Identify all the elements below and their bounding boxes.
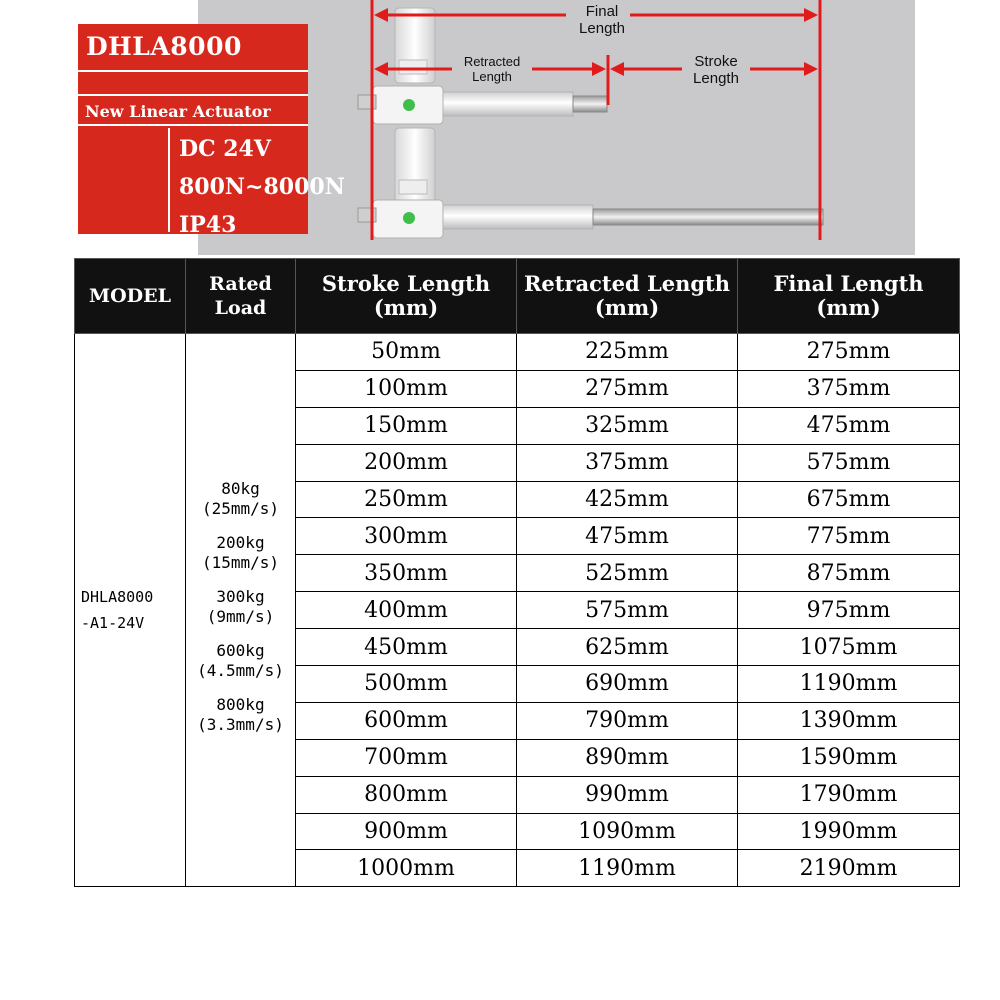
table-row — [75, 334, 960, 371]
stroke-length-cell: 1000mm — [296, 850, 517, 887]
actuator-extended — [358, 128, 823, 238]
retracted-length-cell: 325mm — [517, 407, 738, 444]
final-length-cell: 375mm — [738, 370, 960, 407]
rated-load-item — [186, 587, 295, 627]
stroke-length-cell: 500mm — [296, 666, 517, 703]
header-stroke-length: Stroke Length (mm) — [296, 259, 517, 334]
final-length-cell: 1990mm — [738, 813, 960, 850]
stroke-length-cell: 100mm — [296, 370, 517, 407]
badge-spec-ip: IP43 — [179, 212, 237, 238]
final-length-cell: 1190mm — [738, 666, 960, 703]
rated-load-item — [186, 641, 295, 681]
rated-load-cell — [186, 334, 296, 887]
stroke-length-cell: 400mm — [296, 592, 517, 629]
final-length-label-1: Final — [585, 3, 619, 20]
product-badge — [78, 24, 345, 238]
table-body — [75, 334, 960, 887]
stroke-length-cell: 50mm — [296, 334, 517, 371]
rated-load-speed: (25mm/s) — [201, 499, 280, 519]
stroke-length-label-2: Length — [693, 70, 739, 87]
rated-load-item — [186, 479, 295, 519]
final-length-cell: 475mm — [738, 407, 960, 444]
retracted-length-cell: 1090mm — [517, 813, 738, 850]
badge-subtitle: New Linear Actuator — [85, 102, 271, 121]
retracted-length-label-2: Length — [472, 69, 512, 84]
retracted-length-cell: 425mm — [517, 481, 738, 518]
header-retracted-length: Retracted Length (mm) — [517, 259, 738, 334]
final-length-cell: 1075mm — [738, 629, 960, 666]
final-length-cell: 875mm — [738, 555, 960, 592]
rated-load-value: 300kg — [216, 587, 265, 607]
spec-table — [74, 258, 960, 887]
stroke-length-cell: 450mm — [296, 629, 517, 666]
model-name-line: DHLA8000 — [81, 588, 154, 607]
stroke-length-cell: 700mm — [296, 739, 517, 776]
header-final-length: Final Length (mm) — [738, 259, 960, 334]
stroke-length-cell: 350mm — [296, 555, 517, 592]
stroke-length-cell: 300mm — [296, 518, 517, 555]
final-length-cell: 575mm — [738, 444, 960, 481]
model-cell — [75, 334, 186, 887]
model-name-line: -A1-24V — [81, 614, 145, 633]
rated-load-value: 200kg — [216, 533, 265, 553]
stroke-length-label-1: Stroke — [694, 53, 738, 70]
final-length-cell: 675mm — [738, 481, 960, 518]
retracted-length-cell: 990mm — [517, 776, 738, 813]
retracted-length-cell: 525mm — [517, 555, 738, 592]
stroke-length-cell: 150mm — [296, 407, 517, 444]
retracted-length-cell: 375mm — [517, 444, 738, 481]
rated-load-speed: (9mm/s) — [206, 607, 275, 627]
table-header-row — [75, 259, 960, 334]
stroke-length-cell: 800mm — [296, 776, 517, 813]
final-length-cell: 1390mm — [738, 702, 960, 739]
rated-load-item — [186, 695, 295, 735]
rated-load-value: 80kg — [221, 479, 260, 499]
retracted-length-cell: 575mm — [517, 592, 738, 629]
badge-divider — [78, 124, 308, 126]
rated-load-item — [186, 533, 295, 573]
stroke-length-cell: 600mm — [296, 702, 517, 739]
retracted-length-cell: 225mm — [517, 334, 738, 371]
retracted-length-cell: 475mm — [517, 518, 738, 555]
rated-load-value: 600kg — [216, 641, 265, 661]
retracted-length-cell: 275mm — [517, 370, 738, 407]
stroke-length-cell: 200mm — [296, 444, 517, 481]
retracted-length-cell: 625mm — [517, 629, 738, 666]
final-length-cell: 275mm — [738, 334, 960, 371]
header-model: MODEL — [75, 259, 186, 334]
retracted-length-label-1: Retracted — [463, 54, 521, 69]
rated-load-speed: (3.3mm/s) — [197, 715, 284, 735]
rated-load-speed: (4.5mm/s) — [197, 661, 284, 681]
retracted-length-cell: 1190mm — [517, 850, 738, 887]
stroke-length-cell: 900mm — [296, 813, 517, 850]
final-length-cell: 1790mm — [738, 776, 960, 813]
retracted-length-cell: 690mm — [517, 666, 738, 703]
final-length-cell: 1590mm — [738, 739, 960, 776]
final-length-cell: 2190mm — [738, 850, 960, 887]
rated-load-speed: (15mm/s) — [201, 553, 280, 573]
badge-vertical-bar — [168, 128, 170, 232]
stroke-length-cell: 250mm — [296, 481, 517, 518]
header-rated-load: Rated Load — [186, 259, 296, 334]
badge-spec-voltage: DC 24V — [179, 136, 271, 162]
badge-title: DHLA8000 — [86, 32, 242, 61]
badge-divider — [78, 70, 308, 72]
final-length-cell: 775mm — [738, 518, 960, 555]
badge-divider — [78, 94, 308, 96]
final-length-label-2: Length — [579, 20, 625, 37]
retracted-length-cell: 790mm — [517, 702, 738, 739]
badge-spec-force: 800N~8000N — [179, 174, 345, 200]
retracted-length-cell: 890mm — [517, 739, 738, 776]
final-length-cell: 975mm — [738, 592, 960, 629]
rated-load-value: 800kg — [216, 695, 265, 715]
